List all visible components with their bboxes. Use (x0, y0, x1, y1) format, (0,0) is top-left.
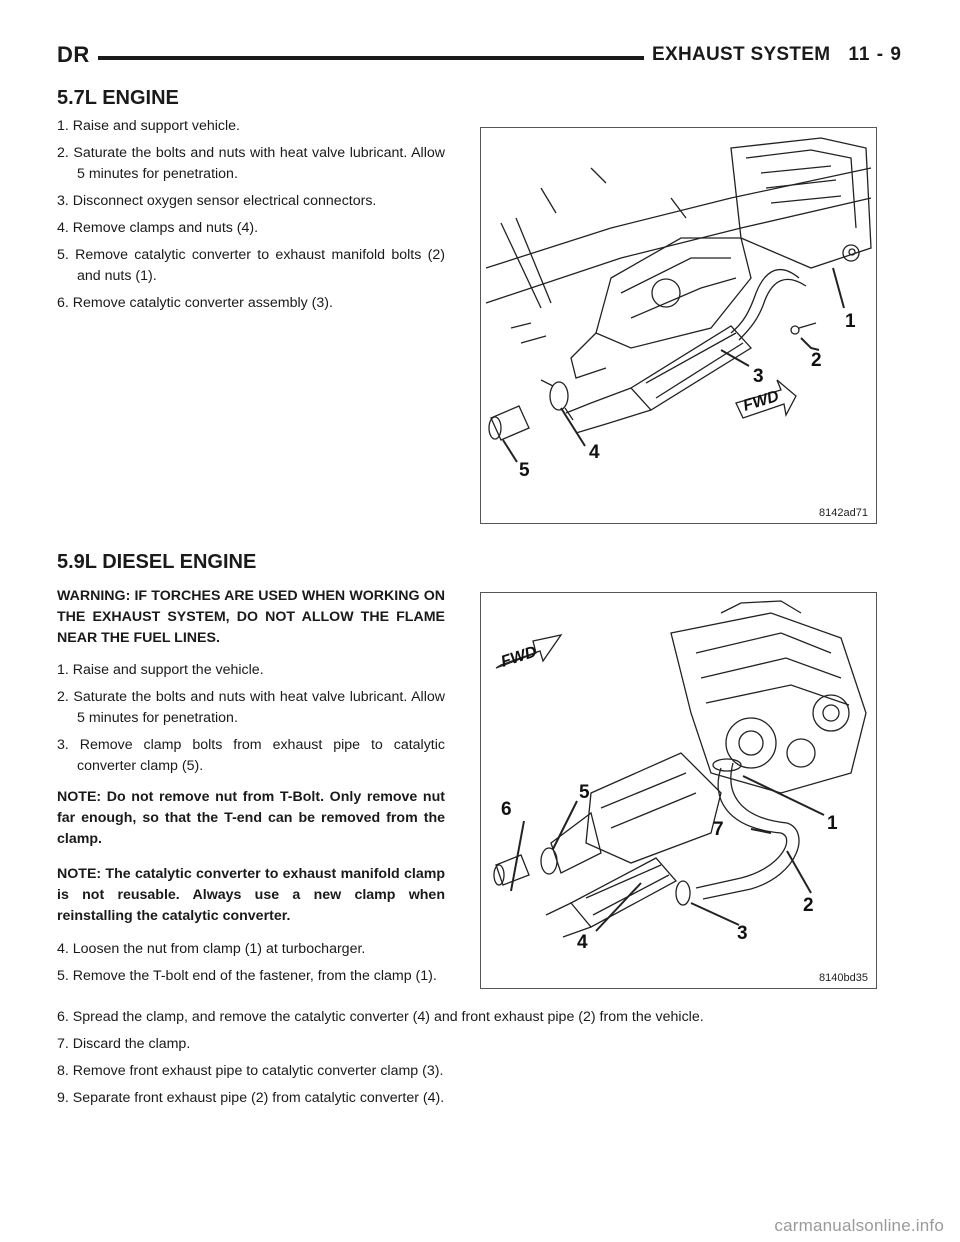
figure-code: 8142ad71 (819, 507, 868, 519)
section2-steps-full (57, 1007, 907, 1115)
callout-5: 5 (519, 460, 530, 481)
step: 4. Loosen the nut from clamp (1) at turbocharger. (57, 941, 366, 957)
figure-5-9l-exhaust (480, 592, 877, 989)
callout-2: 2 (811, 350, 822, 371)
header-right (652, 44, 902, 66)
step: 9. Separate front exhaust pipe (2) from catalytic converter (4). (57, 1090, 445, 1106)
callout-5: 5 (579, 782, 590, 803)
callout-4: 4 (589, 442, 600, 463)
header-rule (98, 56, 644, 60)
step: 5. Remove catalytic converter to exhaust manifold bolts (2) and nuts (1). (57, 247, 445, 284)
header-model: DR (57, 42, 90, 67)
step: 6. Remove catalytic converter assembly (3). (57, 295, 333, 311)
callout-1: 1 (827, 813, 838, 834)
step: 2. Saturate the bolts and nuts with heat valve lubricant. Allow 5 minutes for penetration. (57, 145, 445, 182)
callout-6: 6 (501, 799, 512, 820)
section-title-5-7l: 5.7L ENGINE (57, 87, 179, 109)
section-title-5-9l-diesel: 5.9L DIESEL ENGINE (57, 551, 257, 573)
step: 5. Remove the T-bolt end of the fastener, from the clamp (1). (57, 968, 437, 984)
warning-text: WARNING: IF TORCHES ARE USED WHEN WORKING ON THE EXHAUST SYSTEM, DO NOT ALLOW THE FLAME NEAR THE FUEL LINES. (57, 588, 445, 646)
callout-3: 3 (753, 366, 764, 387)
callout-3: 3 (737, 923, 748, 944)
step: 3. Disconnect oxygen sensor electrical connectors. (57, 193, 377, 209)
step: 4. Remove clamps and nuts (4). (57, 220, 259, 236)
step: 1. Raise and support the vehicle. (57, 662, 264, 678)
section1-steps (57, 116, 445, 320)
note-text: NOTE: Do not remove nut from T-Bolt. Only remove nut far enough, so that the T-end can be removed from the clamp. (57, 789, 445, 847)
step: 2. Saturate the bolts and nuts with heat valve lubricant. Allow 5 minutes for penetration. (57, 689, 445, 726)
fwd-label: FWD (498, 643, 539, 671)
fwd-label: FWD (741, 387, 782, 415)
header-section-title: EXHAUST SYSTEM (652, 44, 831, 65)
figure-5-7l-illustration (481, 128, 876, 523)
step: 1. Raise and support vehicle. (57, 118, 240, 134)
callout-2: 2 (803, 895, 814, 916)
section2-column (57, 586, 445, 993)
figure-5-9l-illustration (481, 593, 876, 988)
step: 7. Discard the clamp. (57, 1036, 191, 1052)
step: 8. Remove front exhaust pipe to catalytic converter clamp (3). (57, 1063, 444, 1079)
callout-7: 7 (713, 819, 724, 840)
header-page-number: 11 - 9 (848, 44, 902, 65)
step: 6. Spread the clamp, and remove the catalytic converter (4) and front exhaust pipe (2) from the vehicle. (57, 1009, 704, 1025)
figure-5-7l-exhaust (480, 127, 877, 524)
callout-4: 4 (577, 932, 588, 953)
note-text: NOTE: The catalytic converter to exhaust manifold clamp is not reusable. Always use a new clamp when reinstalling the catalytic converter. (57, 866, 445, 924)
callout-1: 1 (845, 311, 856, 332)
figure-code: 8140bd35 (819, 972, 868, 984)
step: 3. Remove clamp bolts from exhaust pipe to catalytic converter clamp (5). (57, 737, 445, 774)
watermark: carmanualsonline.info (774, 1216, 944, 1235)
